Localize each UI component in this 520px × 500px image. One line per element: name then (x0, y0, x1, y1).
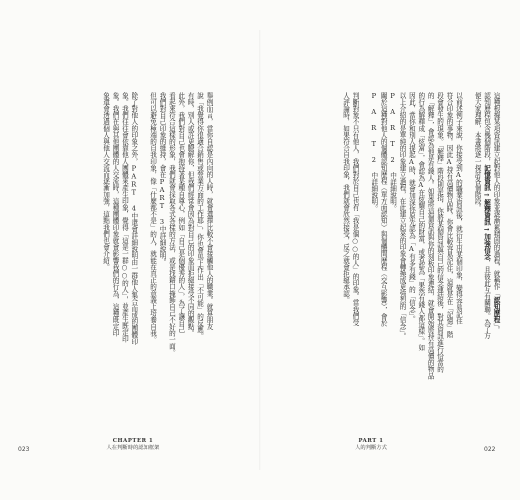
text-run: 關於這種對他人的個體認知歷程（單方面認知）與個體間歷程（交互影響），會於 (379, 92, 388, 327)
right-column (351, 92, 358, 417)
text-run: 有時，別人或許更瞭解你，但我們經常會因為對自己的印象而拒絕接受不同的觀點。 (186, 92, 195, 337)
text-run: P A R T 2 中詳細說明。 (388, 92, 397, 212)
text-run: 的行為解釋成「炫富」，會認為A在炫耀自己的財富，或者認為「果然有錢人都這樣」。如 (416, 92, 425, 351)
right-column (473, 92, 480, 417)
text-run: 人評論時，如果符合自我印象，我們就會欣然接受，反之就會拒絕承認。 (341, 92, 350, 304)
right-column (483, 92, 490, 417)
text-run: 因此，當你和別人提起A時，就會加深你原先認為「A有多有錢」的「信念」。 (407, 92, 416, 323)
text-run: 便大家理解，本書將逐一探討各個階段。 (473, 92, 482, 211)
text-run: 以前述例子來說，你接受到A的職業資訊後，就衍生出某個印象，變得容易記住 (454, 92, 463, 325)
text-run: 但可以避免極端的自我印象，像「什麼都不是」的人，就能在真正的意義上培養自我。 (148, 92, 157, 343)
text-run: 符合印象的事物。因此A持有高價物品時，你會比較容易記住，這就是在「記憶」階 (445, 92, 453, 338)
right-column (436, 92, 443, 417)
left-column (102, 92, 109, 417)
left-column (177, 92, 184, 417)
right-column (389, 92, 396, 417)
right-column (445, 92, 452, 417)
left-column (167, 92, 174, 417)
text-run: 以上介紹的是單純的印象建立過程，在此建立起來的印象會轉換成更強烈的「信念」。 (398, 92, 406, 340)
left-page-number: 023 (18, 446, 30, 453)
right-footer-chapter: PART 1 (358, 438, 384, 444)
right-page-number: 022 (484, 446, 496, 453)
left-column (196, 92, 203, 417)
text-run: 除了對他人的印象之外，PART 4中還會詳細說明由一群他人集合而成的團體印 (129, 92, 138, 345)
right-column (426, 92, 433, 417)
text-run: 象。我們在與其他團體的人交流時，這種團體印象就會影響我們的行為，這種既定印 (111, 92, 119, 337)
left-column (139, 92, 146, 417)
left-column (186, 92, 193, 417)
right-page (260, 0, 520, 500)
text-run: 」。 (492, 323, 500, 333)
text-run: 象還會透過個人與他人交流而逐漸加強，這點我們也會介紹。 (101, 92, 110, 271)
text-run: 此外，我們對自己也會抱持著某種自尊心，例如「自己是個優秀的人」，為了讓自己 (176, 92, 185, 333)
right-footer (316, 438, 426, 452)
left-column (111, 92, 118, 417)
text-run: P A R T 2 中詳細說明。 (369, 92, 378, 212)
text-run: 看起來符合這樣的形象，我們就會採取各式各樣的方法，或是找藉口掩飾自己不好的一面。 (167, 92, 176, 356)
right-column (370, 92, 377, 417)
right-column (398, 92, 405, 417)
right-footer-title: 人的判斷方式 (355, 445, 387, 451)
text-run: 認知歷程 (492, 296, 500, 324)
text-run: 判斷對象不只有他人，我們對於自己也有「我是個○○的人」的印象。當我們受 (351, 92, 359, 326)
right-column (464, 92, 471, 417)
text-run: 象。我們往往會依靠他人團體來產生印象，覺得「這是一群○○的人」，並產生既定印 (120, 92, 129, 343)
text-run: 說「我覺得你很適合銷售或營業方面的工作耶」，你也會馬上作出「不可能」的反應。 (195, 92, 204, 340)
left-footer-title: 人在判斷時的認知框架 (106, 445, 160, 451)
right-column (360, 92, 367, 417)
right-column (454, 92, 461, 417)
text-run: ，且彼此互有關聯。為了方 (482, 259, 491, 340)
right-column (342, 92, 349, 417)
left-footer (78, 438, 188, 452)
text-run: 段會發生的現象。「解釋」階段則是指，你將某個資訊與自己的信念連結後，對其資訊進行恰當的 (435, 92, 444, 373)
right-column (492, 92, 499, 417)
left-column (149, 92, 156, 417)
text-run: 記憶資訊→解釋資訊→加強信念 (482, 164, 491, 260)
left-column (205, 92, 212, 417)
right-column (379, 92, 386, 417)
right-column (417, 92, 424, 417)
right-column (407, 92, 414, 417)
left-column (130, 92, 137, 417)
text-run: 的「解釋」，會認為他是有錢人。如果將這個資訊與你的刻板印象連結，就會開始將持有高價的物品 (426, 92, 435, 380)
left-footer-chapter: CHAPTER 1 (112, 438, 154, 444)
text-run: 認知歷程包含幾個階段， (482, 92, 491, 165)
left-column (158, 92, 165, 417)
text-run: 這種根據某項資訊建立起對他人的印象並逐漸累積固的過程，就稱作「 (492, 92, 500, 297)
left-column (120, 92, 127, 417)
text-run: 舉例而言，當你自認是內向的人時，就會選擇比較不會接觸他人的職業。就算朋友 (205, 92, 213, 330)
text-run: 我們對自己印象的維持，會在PART 3中詳細說明。 (158, 92, 166, 266)
